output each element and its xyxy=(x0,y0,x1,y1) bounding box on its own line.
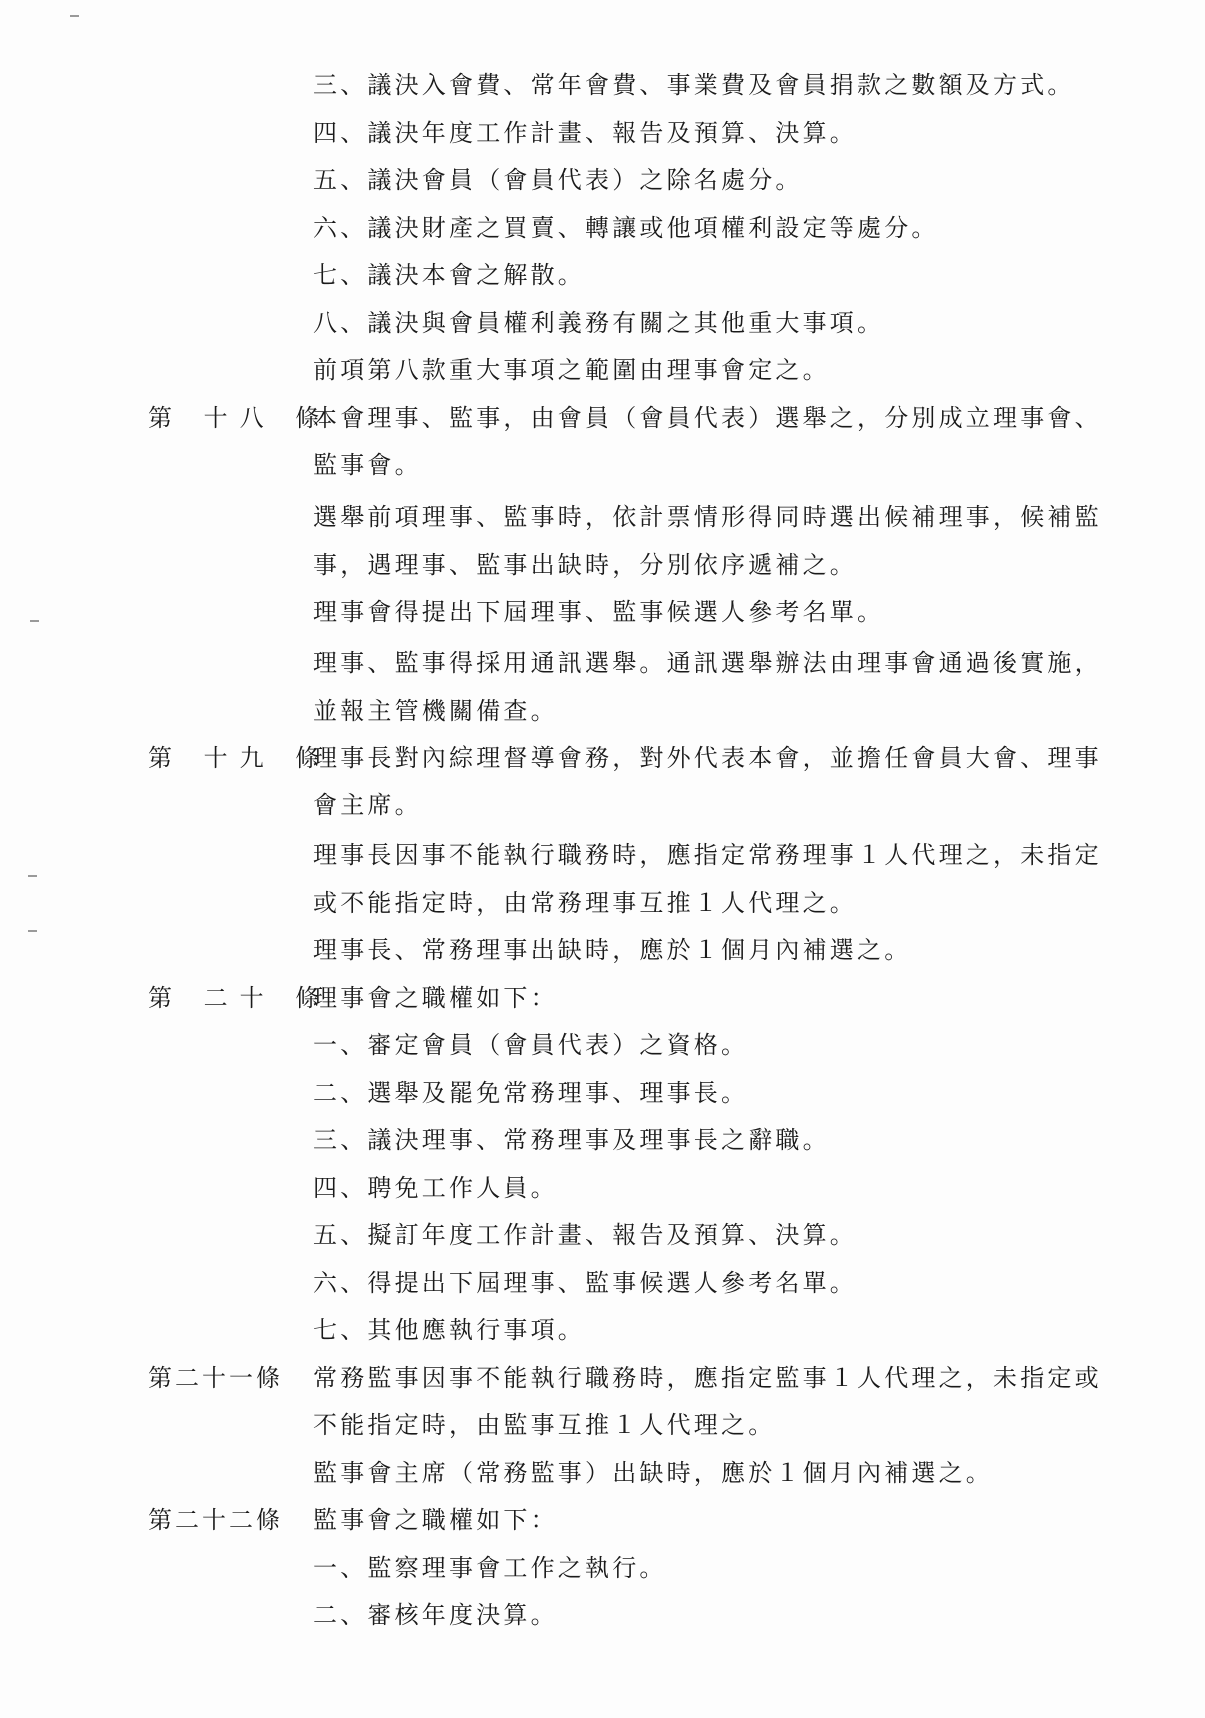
scan-mark xyxy=(28,875,37,877)
article20-item: 六、得提出下屆理事、監事候選人參考名單。 xyxy=(313,1269,857,1297)
article21-label: 第二十一條 xyxy=(148,1364,283,1392)
article20-item: 五、擬訂年度工作計畫、報告及預算、決算。 xyxy=(313,1221,857,1249)
article17-note: 前項第八款重大事項之範圍由理事會定之。 xyxy=(313,356,830,384)
article18-label: 第 十八 條 xyxy=(148,404,332,432)
article20-item: 三、議決理事、常務理事及理事長之辭職。 xyxy=(313,1126,830,1154)
article17-item: 五、議決會員（會員代表）之除名處分。 xyxy=(313,166,803,194)
scan-mark xyxy=(30,620,39,622)
article20-line: 理事會之職權如下： xyxy=(313,984,558,1012)
article18-line: 選舉前項理事、監事時，依計票情形得同時選出候補理事，候補監 xyxy=(313,503,1102,531)
article22-item: 二、審核年度決算。 xyxy=(313,1601,558,1629)
article18-line: 事，遇理事、監事出缺時，分別依序遞補之。 xyxy=(313,551,857,579)
article22-item: 一、監察理事會工作之執行。 xyxy=(313,1554,667,1582)
article18-line: 理事、監事得採用通訊選舉。通訊選舉辦法由理事會通過後實施， xyxy=(313,649,1102,677)
article19-line: 或不能指定時，由常務理事互推１人代理之。 xyxy=(313,889,857,917)
article20-item: 四、聘免工作人員。 xyxy=(313,1174,558,1202)
article19-line: 會主席。 xyxy=(313,791,422,819)
article22-line: 監事會之職權如下： xyxy=(313,1506,558,1534)
article17-item: 七、議決本會之解散。 xyxy=(313,261,585,289)
article19-line: 理事長因事不能執行職務時，應指定常務理事１人代理之，未指定 xyxy=(313,841,1102,869)
article17-item: 八、議決與會員權利義務有關之其他重大事項。 xyxy=(313,309,885,337)
article19-line: 理事長對內綜理督導會務，對外代表本會，並擔任會員大會、理事 xyxy=(313,744,1102,772)
article17-item: 四、議決年度工作計畫、報告及預算、決算。 xyxy=(313,119,857,147)
article20-item: 二、選舉及罷免常務理事、理事長。 xyxy=(313,1079,749,1107)
article17-item: 三、議決入會費、常年會費、事業費及會員捐款之數額及方式。 xyxy=(313,71,1075,99)
article21-line: 不能指定時，由監事互推１人代理之。 xyxy=(313,1411,776,1439)
article20-item: 七、其他應執行事項。 xyxy=(313,1316,585,1344)
article18-line: 並報主管機關備查。 xyxy=(313,697,558,725)
article19-line: 理事長、常務理事出缺時，應於１個月內補選之。 xyxy=(313,936,912,964)
article21-line: 常務監事因事不能執行職務時，應指定監事１人代理之，未指定或 xyxy=(313,1364,1102,1392)
article18-line: 本會理事、監事，由會員（會員代表）選舉之，分別成立理事會、 xyxy=(313,404,1102,432)
article20-item: 一、審定會員（會員代表）之資格。 xyxy=(313,1031,749,1059)
article22-label: 第二十二條 xyxy=(148,1506,283,1534)
article18-line: 理事會得提出下屆理事、監事候選人參考名單。 xyxy=(313,598,885,626)
article21-line: 監事會主席（常務監事）出缺時，應於１個月內補選之。 xyxy=(313,1459,993,1487)
scan-mark xyxy=(28,930,37,932)
article17-item: 六、議決財產之買賣、轉讓或他項權利設定等處分。 xyxy=(313,214,939,242)
article18-line: 監事會。 xyxy=(313,451,422,479)
article19-label: 第 十九 條 xyxy=(148,744,332,772)
scan-mark xyxy=(70,15,79,17)
article20-label: 第 二十 條 xyxy=(148,984,332,1012)
